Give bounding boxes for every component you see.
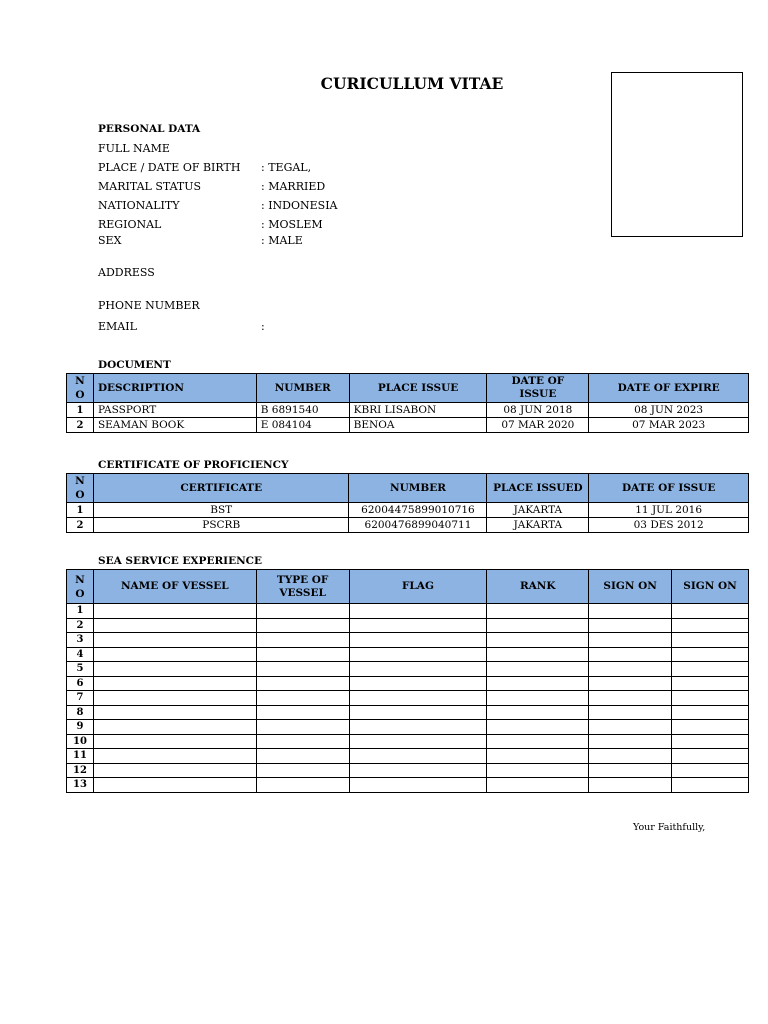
empty-cell — [256, 618, 349, 633]
empty-cell — [487, 734, 589, 749]
empty-cell — [487, 691, 589, 706]
empty-cell — [256, 763, 349, 778]
cell-description: SEAMAN BOOK — [93, 418, 256, 433]
empty-cell — [349, 763, 487, 778]
table-row — [67, 749, 749, 764]
table-row — [67, 403, 749, 418]
cell-date-issue: 07 MAR 2020 — [487, 418, 589, 433]
empty-cell — [672, 749, 749, 764]
empty-cell — [672, 763, 749, 778]
empty-cell — [589, 604, 672, 619]
certificate-heading: CERTIFICATE OF PROFICIENCY — [98, 459, 289, 471]
table-row — [67, 518, 749, 533]
row-no: 5 — [67, 662, 94, 677]
empty-cell — [589, 749, 672, 764]
empty-cell — [256, 705, 349, 720]
sex-value: : MALE — [261, 234, 303, 247]
empty-cell — [349, 662, 487, 677]
empty-cell — [349, 647, 487, 662]
sea-header-row — [67, 570, 749, 604]
cell-date: 11 JUL 2016 — [589, 503, 749, 518]
empty-cell — [589, 705, 672, 720]
empty-cell — [93, 691, 256, 706]
empty-cell — [589, 676, 672, 691]
empty-cell — [93, 734, 256, 749]
nationality-value: : INDONESIA — [261, 199, 338, 212]
table-row — [67, 647, 749, 662]
table-row — [67, 662, 749, 677]
row-no: 7 — [67, 691, 94, 706]
empty-cell — [487, 763, 589, 778]
table-row — [67, 705, 749, 720]
row-no: 11 — [67, 749, 94, 764]
row-no: 1 — [67, 503, 94, 518]
empty-cell — [256, 647, 349, 662]
empty-cell — [487, 662, 589, 677]
page-title: CURICULLUM VITAE — [320, 74, 504, 93]
row-no: 9 — [67, 720, 94, 735]
empty-cell — [589, 778, 672, 793]
empty-cell — [93, 778, 256, 793]
phone-label: PHONE NUMBER — [98, 299, 200, 312]
row-no: 6 — [67, 676, 94, 691]
col-number: NUMBER — [349, 474, 487, 503]
empty-cell — [672, 778, 749, 793]
col-sign-on-2: SIGN ON — [672, 570, 749, 604]
empty-cell — [93, 662, 256, 677]
empty-cell — [349, 618, 487, 633]
cell-place: JAKARTA — [487, 518, 589, 533]
col-vessel-name: NAME OF VESSEL — [93, 570, 256, 604]
empty-cell — [349, 604, 487, 619]
empty-cell — [256, 749, 349, 764]
empty-cell — [672, 618, 749, 633]
empty-cell — [349, 720, 487, 735]
empty-cell — [93, 633, 256, 648]
empty-cell — [256, 778, 349, 793]
certificate-table — [66, 473, 749, 533]
empty-cell — [256, 604, 349, 619]
empty-cell — [349, 749, 487, 764]
table-row — [67, 618, 749, 633]
empty-cell — [256, 662, 349, 677]
document-header-row — [67, 374, 749, 403]
empty-cell — [487, 749, 589, 764]
table-row — [67, 503, 749, 518]
col-vessel-type: TYPE OF VESSEL — [256, 570, 349, 604]
sea-service-table — [66, 569, 749, 793]
marital-label: MARITAL STATUS — [98, 180, 202, 193]
empty-cell — [589, 691, 672, 706]
empty-cell — [672, 734, 749, 749]
cell-description: PASSPORT — [93, 403, 256, 418]
row-no: 2 — [67, 518, 94, 533]
row-no: 1 — [67, 604, 94, 619]
sea-service-heading: SEA SERVICE EXPERIENCE — [98, 555, 263, 567]
empty-cell — [93, 676, 256, 691]
empty-cell — [93, 604, 256, 619]
row-no: 3 — [67, 633, 94, 648]
empty-cell — [672, 705, 749, 720]
empty-cell — [487, 633, 589, 648]
email-label: EMAIL — [98, 320, 137, 333]
table-row — [67, 604, 749, 619]
col-no: N O — [67, 374, 94, 403]
table-row — [67, 778, 749, 793]
empty-cell — [93, 749, 256, 764]
table-row — [67, 691, 749, 706]
col-number: NUMBER — [256, 374, 349, 403]
cell-date: 03 DES 2012 — [589, 518, 749, 533]
col-date-expire: DATE OF EXPIRE — [589, 374, 749, 403]
sex-label: SEX — [98, 234, 122, 247]
empty-cell — [589, 662, 672, 677]
cell-date-issue: 08 JUN 2018 — [487, 403, 589, 418]
empty-cell — [672, 720, 749, 735]
empty-cell — [589, 633, 672, 648]
marital-value: : MARRIED — [261, 180, 326, 193]
table-row — [67, 734, 749, 749]
empty-cell — [256, 720, 349, 735]
empty-cell — [93, 647, 256, 662]
empty-cell — [589, 734, 672, 749]
cell-place: KBRI LISABON — [349, 403, 487, 418]
empty-cell — [589, 720, 672, 735]
row-no: 4 — [67, 647, 94, 662]
regional-value: : MOSLEM — [261, 218, 323, 231]
col-description: DESCRIPTION — [93, 374, 256, 403]
birth-value: : TEGAL, — [261, 161, 312, 174]
personal-data-heading: PERSONAL DATA — [98, 123, 201, 135]
empty-cell — [487, 618, 589, 633]
row-no: 8 — [67, 705, 94, 720]
col-place-issued: PLACE ISSUED — [487, 474, 589, 503]
empty-cell — [487, 647, 589, 662]
empty-cell — [672, 676, 749, 691]
cell-number: B 6891540 — [256, 403, 349, 418]
document-heading: DOCUMENT — [98, 359, 171, 371]
row-no: 1 — [67, 403, 94, 418]
empty-cell — [256, 691, 349, 706]
col-no: N O — [67, 570, 94, 604]
row-no: 13 — [67, 778, 94, 793]
empty-cell — [672, 633, 749, 648]
cell-number: 62004475899010716 — [349, 503, 487, 518]
table-row — [67, 418, 749, 433]
cell-place: JAKARTA — [487, 503, 589, 518]
empty-cell — [672, 604, 749, 619]
nationality-label: NATIONALITY — [98, 199, 180, 212]
document-table — [66, 373, 749, 433]
empty-cell — [256, 676, 349, 691]
empty-cell — [256, 734, 349, 749]
closing-text: Your Faithfully, — [633, 822, 706, 833]
photo-box — [611, 72, 743, 237]
col-no: N O — [67, 474, 94, 503]
address-label: ADDRESS — [98, 266, 155, 279]
empty-cell — [349, 676, 487, 691]
empty-cell — [672, 691, 749, 706]
cell-certificate: BST — [93, 503, 349, 518]
table-row — [67, 720, 749, 735]
col-date-issue: DATE OF ISSUE — [487, 374, 589, 403]
empty-cell — [672, 647, 749, 662]
empty-cell — [349, 633, 487, 648]
col-rank: RANK — [487, 570, 589, 604]
cell-date-expire: 08 JUN 2023 — [589, 403, 749, 418]
empty-cell — [93, 705, 256, 720]
row-no: 12 — [67, 763, 94, 778]
empty-cell — [93, 763, 256, 778]
cell-certificate: PSCRB — [93, 518, 349, 533]
table-row — [67, 676, 749, 691]
col-flag: FLAG — [349, 570, 487, 604]
email-value: : — [261, 320, 265, 333]
col-certificate: CERTIFICATE — [93, 474, 349, 503]
empty-cell — [93, 720, 256, 735]
empty-cell — [672, 662, 749, 677]
empty-cell — [349, 691, 487, 706]
col-place-issue: PLACE ISSUE — [349, 374, 487, 403]
empty-cell — [487, 778, 589, 793]
empty-cell — [349, 778, 487, 793]
full-name-label: FULL NAME — [98, 142, 170, 155]
cell-number: 6200476899040711 — [349, 518, 487, 533]
empty-cell — [349, 705, 487, 720]
cell-date-expire: 07 MAR 2023 — [589, 418, 749, 433]
empty-cell — [487, 604, 589, 619]
empty-cell — [349, 734, 487, 749]
empty-cell — [589, 618, 672, 633]
empty-cell — [487, 720, 589, 735]
birth-label: PLACE / DATE OF BIRTH — [98, 161, 241, 174]
table-row — [67, 633, 749, 648]
cell-place: BENOA — [349, 418, 487, 433]
regional-label: REGIONAL — [98, 218, 162, 231]
empty-cell — [589, 647, 672, 662]
row-no: 2 — [67, 418, 94, 433]
col-sign-on: SIGN ON — [589, 570, 672, 604]
col-date-issue: DATE OF ISSUE — [589, 474, 749, 503]
row-no: 2 — [67, 618, 94, 633]
certificate-header-row — [67, 474, 749, 503]
cell-number: E 084104 — [256, 418, 349, 433]
empty-cell — [93, 618, 256, 633]
row-no: 10 — [67, 734, 94, 749]
empty-cell — [487, 676, 589, 691]
empty-cell — [487, 705, 589, 720]
table-row — [67, 763, 749, 778]
empty-cell — [589, 763, 672, 778]
empty-cell — [256, 633, 349, 648]
